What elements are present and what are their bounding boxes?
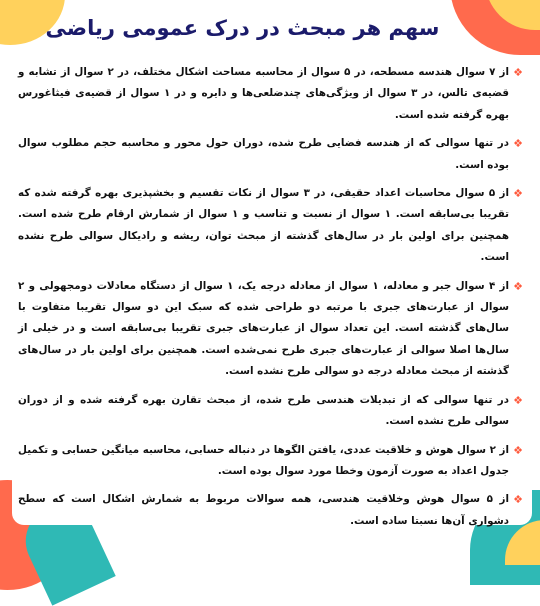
bullet-icon: ❖ [513, 443, 523, 457]
list-item [18, 390, 523, 433]
bullet-icon: ❖ [513, 187, 523, 201]
list-item-text: از ۵ سوال محاسبات اعداد حقیقی، در ۳ سوال از نکات تقسیم و بخشپذیری بهره گرفته شده که تقریبا بی‌سابقه است. ۱ سوال از نسبت و تناسب و ۱ سوال از شمارش ارقام طرح شده است. همچنین برای اولین بار در سال‌های گذشته از مبحث توان، ریشه و رادیکال سوالی طرح نشده است. [18, 187, 510, 264]
list-item [18, 133, 523, 176]
bullet-icon: ❖ [513, 393, 523, 407]
bullet-icon: ❖ [513, 66, 523, 79]
list-item-text: از ۲ سوال هوش و خلاقیت عددی، یافتن الگوها در دنباله حسابی، محاسبه میانگین حسابی و تکمیل جدول اعداد به صورت آزمون وخطا مورد سوال بوده است. [18, 443, 509, 477]
list-item-text: از ۷ سوال هندسه مسطحه، در ۵ سوال از محاسبه مساحت اشکال مختلف، در ۲ سوال از تشابه و قضیه‌ی تالس، در ۳ سوال از ویژگی‌های چندضلعی‌ها و دایره و در ۱ سوال از قضیه‌ی فیثاغورس بهره گرفته شده است. [18, 66, 509, 121]
bullet-list [18, 62, 523, 539]
bullet-icon: ❖ [513, 279, 523, 293]
page-title: سهم هر مبحث در درک عمومی ریاضی [45, 16, 440, 40]
bullet-icon: ❖ [513, 137, 523, 151]
header [0, 10, 540, 46]
list-item-text: در تنها سوالی که از تبدیلات هندسی طرح شده، از مبحث تقارن بهره گرفته شده و از دوران سوالی طرح نشده است. [18, 393, 509, 428]
list-item [18, 440, 523, 483]
list-item-text: از ۴ سوال جبر و معادله، ۱ سوال از معادله درجه یک، ۱ سوال از دستگاه معادلات دومجهولی و ۲ سوال از عبارت‌های جبری با مرتبه دو طراحی شده که سبک این دو سوال تقریبا متفاوت با سال‌های گذشته است. این تعداد سوال از عبارت‌های جبری تقریبا بی‌سابقه است و در خیلی از سال‌ها اصلا سوالی از عبارت‌های جبری طرح نمی‌شده است. همچنین برای اولین بار در سال‌های گذشته از مبحث معادله درجه دو سوالی طرح نشده است. [18, 279, 509, 378]
list-item-text: در تنها سوالی که از هندسه فضایی طرح شده، دوران حول محور و محاسبه حجم مطلوب سوال بوده است. [18, 137, 509, 171]
list-item-text: از ۵ سوال هوش وخلاقیت هندسی، همه سوالات مربوط به شمارش اشکال است که سطح دشواری آن‌ها نسبتا ساده است. [18, 493, 509, 527]
list-item [18, 489, 523, 532]
list-item [18, 276, 523, 383]
list-item [18, 183, 523, 269]
list-item [18, 62, 523, 126]
bullet-icon: ❖ [513, 493, 523, 507]
